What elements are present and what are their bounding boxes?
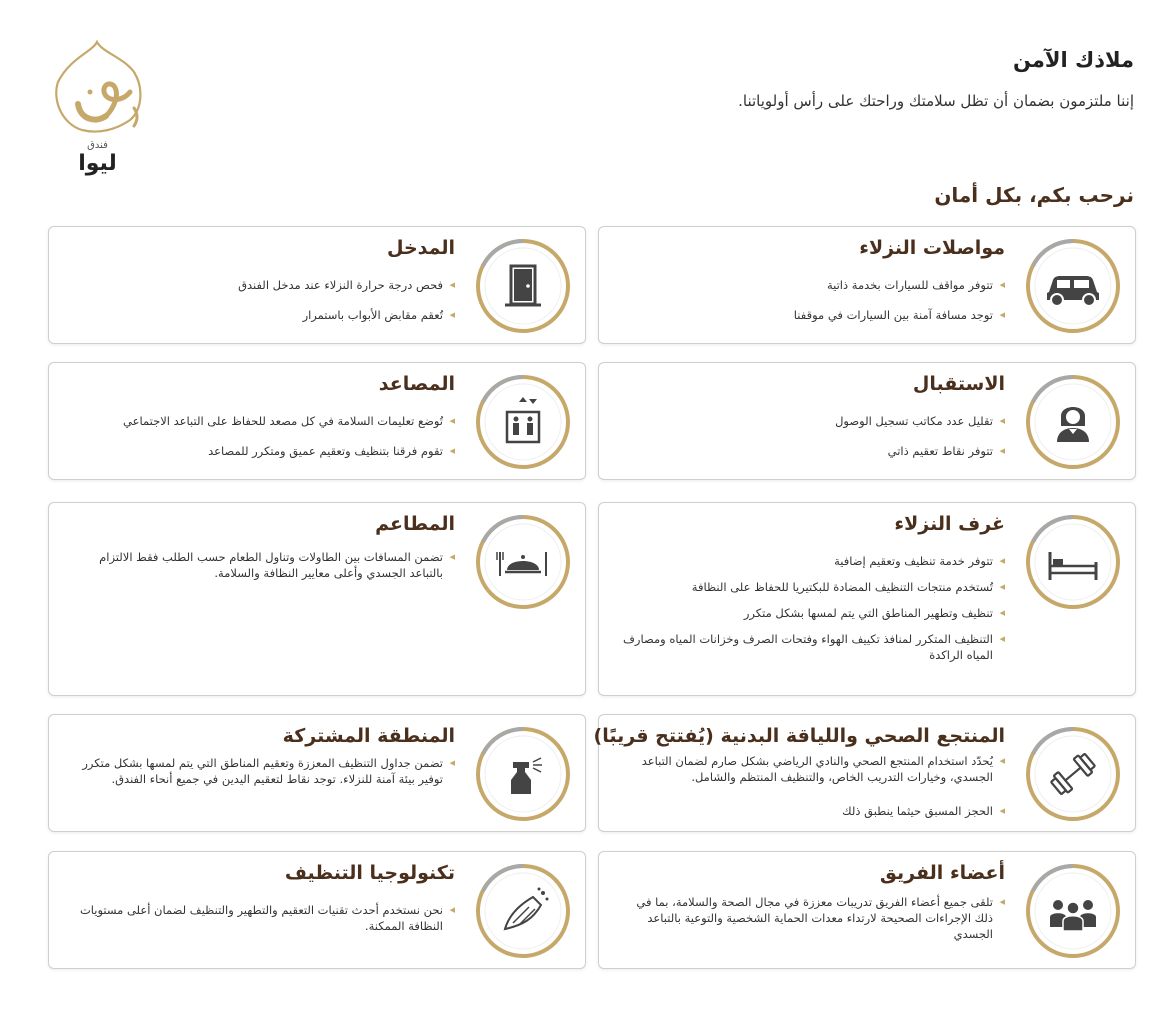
- card-elevators: [48, 362, 586, 480]
- list-item: ◂ تُستخدم منتجات التنظيف المضادة للبكتيريا للحفاظ على النظافة: [617, 579, 1005, 595]
- card-title: تكنولوجيا التنظيف: [284, 862, 455, 884]
- page-subtitle: إننا ملتزمون بضمان أن تظل سلامتك وراحتك على رأس أولوياتنا.: [738, 92, 1134, 110]
- list-item: ◂ تقوم فرقنا بتنظيف وتعقيم عميق ومتكرر للمصاعد: [67, 443, 455, 459]
- card-cleaning-technology: [48, 851, 586, 969]
- elevator-icon: [473, 372, 573, 472]
- cleaning-wipe-icon: [473, 861, 573, 961]
- list-item: ◂ تتوفر مواقف للسيارات بخدمة ذاتية: [617, 277, 1005, 293]
- hotel-logo: [50, 38, 145, 188]
- list-item: ◂ تنظيف وتطهير المناطق التي يتم لمسها بشكل متكرر: [617, 605, 1005, 621]
- card-title: الاستقبال: [912, 373, 1005, 395]
- card-title: غرف النزلاء: [894, 513, 1005, 535]
- card-guest-rooms: [598, 502, 1136, 696]
- list-item: ◂ تتوفر خدمة تنظيف وتعقيم إضافية: [617, 553, 1005, 569]
- list-item: ◂ تقليل عدد مكاتب تسجيل الوصول: [617, 413, 1005, 429]
- card-spa-fitness: [593, 714, 1136, 832]
- card-list: [67, 277, 455, 337]
- list-item: ◂ نحن نستخدم أحدث تقنيات التعقيم والتطهير والتنظيف لضمان أعلى مستويات النظافة الممكنة.: [67, 902, 455, 934]
- receptionist-icon: [1023, 372, 1123, 472]
- card-list: [67, 413, 455, 473]
- spray-bottle-icon: [473, 724, 573, 824]
- card-guest-transport: [598, 226, 1136, 344]
- section-heading: نرحب بكم، بكل أمان: [934, 183, 1134, 207]
- list-item: ◂ تضمن جداول التنظيف المعززة وتعقيم المناطق التي يتم لمسها بشكل متكرر توفير بيئة آمنة للنزلاء. توجد نقاط لتعقيم اليدين في جميع أنحاء الفندق.: [67, 755, 455, 787]
- card-entrance: [48, 226, 586, 344]
- dumbbell-icon: [1023, 724, 1123, 824]
- page-title: ملاذك الآمن: [1012, 48, 1134, 72]
- card-list: [617, 553, 1005, 673]
- liwa-emblem-icon: [50, 38, 145, 138]
- card-title: مواصلات النزلاء: [859, 237, 1005, 259]
- bed-icon: [1023, 512, 1123, 612]
- card-title: المطاعم: [375, 513, 455, 535]
- list-item: ◂ تضمن المسافات بين الطاولات وتناول الطعام حسب الطلب فقط الالتزام بالتباعد الجسدي وأعلى معايير النظافة والسلامة.: [67, 549, 455, 581]
- card-restaurants: [48, 502, 586, 696]
- list-item: ◂ تُعقم مقابض الأبواب باستمرار: [67, 307, 455, 323]
- logo-small-text: فندق: [87, 140, 108, 151]
- list-item: ◂ توجد مسافة آمنة بين السيارات في موقفنا: [617, 307, 1005, 323]
- team-icon: [1023, 861, 1123, 961]
- list-item: ◂ الحجز المسبق حيثما ينطبق ذلك: [617, 803, 1005, 819]
- list-item: ◂ فحص درجة حرارة النزلاء عند مدخل الفندق: [67, 277, 455, 293]
- card-list: [617, 413, 1005, 473]
- card-list: [67, 549, 455, 585]
- card-title: المنتجع الصحي واللياقة البدنية (يُفتتح قريبًا): [593, 725, 1005, 747]
- card-list: [67, 902, 455, 938]
- card-title: المدخل: [386, 237, 455, 259]
- card-list: [617, 277, 1005, 337]
- card-list: [617, 753, 1005, 823]
- card-title: أعضاء الفريق: [879, 862, 1005, 884]
- list-item: ◂ تلقى جميع أعضاء الفريق تدريبات معززة في مجال الصحة والسلامة، بما في ذلك الإجراءات الصحيحة لارتداء معدات الحماية الشخصية والتوعية بالتباعد الجسدي: [617, 894, 1005, 942]
- cloche-icon: [473, 512, 573, 612]
- logo-hotel-name: ليوا: [78, 151, 117, 176]
- list-item: ◂ تتوفر نقاط تعقيم ذاتي: [617, 443, 1005, 459]
- card-title: المنطقة المشتركة: [282, 725, 455, 747]
- card-common-area: [48, 714, 586, 832]
- card-title: المصاعد: [378, 373, 455, 395]
- card-list: [617, 894, 1005, 946]
- card-reception: [598, 362, 1136, 480]
- car-icon: [1023, 236, 1123, 336]
- list-item: ◂ يُحدّد استخدام المنتجع الصحي والنادي الرياضي بشكل صارم لضمان التباعد الجسدي، وخيارات التدريب الخاص، والتنظيف المنتظم والشامل.: [617, 753, 1005, 785]
- list-item: ◂ التنظيف المتكرر لمنافذ تكييف الهواء وفتحات الصرف وخزانات المياه ومصارف المياه الراكدة: [617, 631, 1005, 663]
- door-icon: [473, 236, 573, 336]
- list-item: ◂ تُوضع تعليمات السلامة في كل مصعد للحفاظ على التباعد الاجتماعي: [67, 413, 455, 429]
- card-team-members: [598, 851, 1136, 969]
- card-list: [67, 755, 455, 791]
